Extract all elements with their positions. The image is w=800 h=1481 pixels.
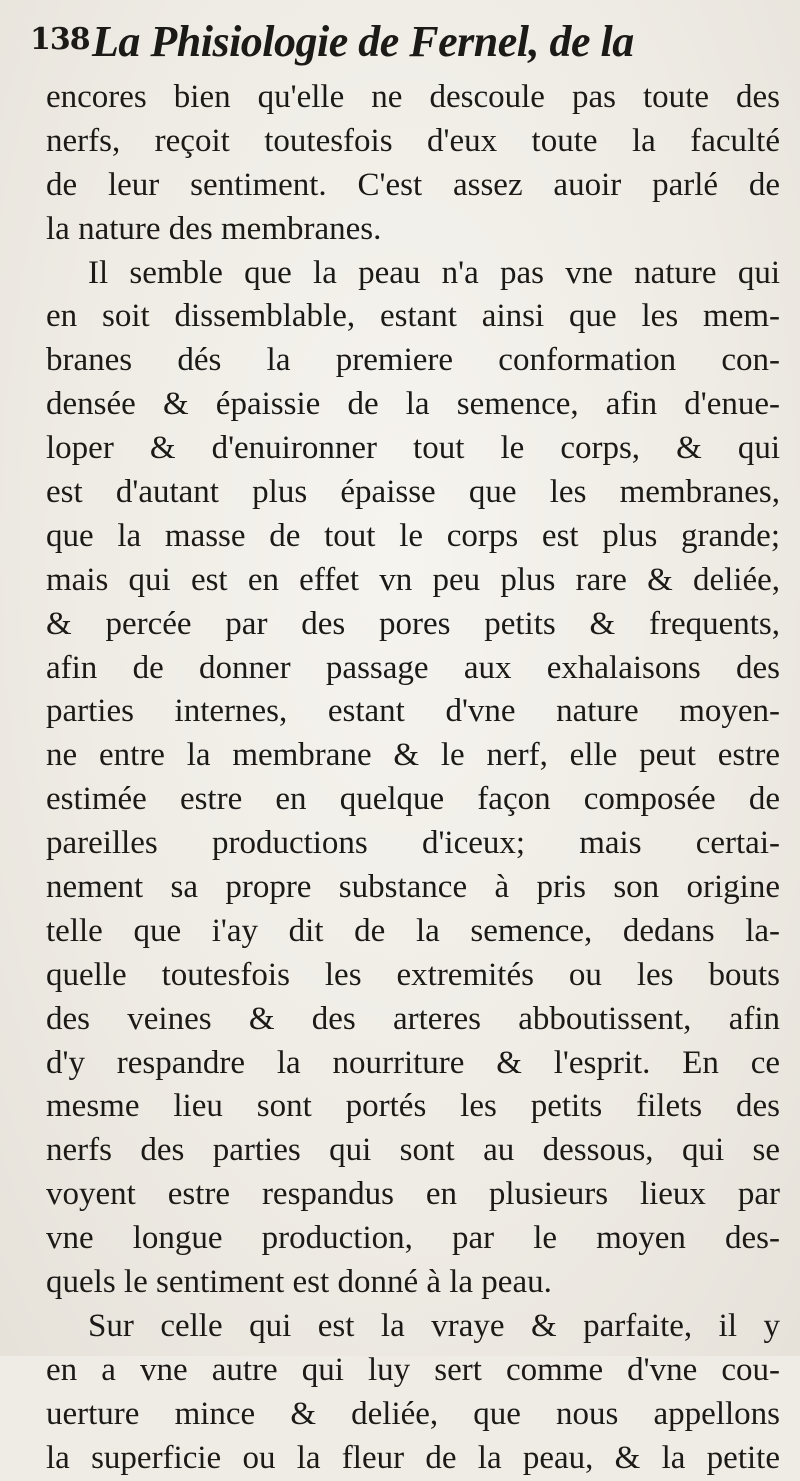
text-line: d'y respandre la nourriture & l'esprit. En ce [46, 1044, 780, 1081]
text-line: Sur celle qui est la vraye & parfaite, il y [88, 1307, 780, 1344]
text-line: quelle toutesfois les extremités ou les bouts [46, 956, 780, 993]
text-line: nerfs, reçoit toutesfois d'eux toute la faculté [46, 122, 780, 159]
text-line: branes dés la premiere conformation con- [46, 342, 780, 379]
text-line: est d'autant plus épaisse que les membranes, [46, 474, 780, 511]
text-line: Il semble que la peau n'a pas vne nature qui [88, 254, 780, 291]
text-line: que la masse de tout le corps est plus grande; [46, 517, 780, 554]
body-text [46, 76, 780, 1481]
page-header [30, 14, 770, 74]
text-line: uerture mince & deliée, que nous appellons [46, 1395, 780, 1432]
text-line: encores bien qu'elle ne descoule pas toute des [46, 79, 780, 115]
text-line: parties internes, estant d'vne nature moyen- [46, 693, 780, 730]
page-number: 138 [30, 22, 90, 57]
text-line: loper & d'enuironner tout le corps, & qui [46, 430, 780, 467]
text-line: voyent estre respandus en plusieurs lieux par [46, 1176, 780, 1213]
text-line: pareilles productions d'iceux; mais certai- [46, 825, 780, 862]
text-line: mesme lieu sont portés les petits filets des [46, 1088, 780, 1125]
text-line: densée & épaissie de la semence, afin d'enue- [46, 386, 780, 423]
text-line: en soit dissemblable, estant ainsi que les mem- [46, 298, 780, 335]
text-line: la nature des membranes. [46, 210, 382, 247]
text-line: mais qui est en effet vn peu plus rare & deliée, [46, 561, 780, 598]
text-line: estimée estre en quelque façon composée de [46, 781, 780, 818]
running-head: La Phisiologie de Fernel, de la [92, 17, 634, 66]
text-line: telle que i'ay dit de la semence, dedans la- [46, 912, 780, 949]
text-line: en a vne autre qui luy sert comme d'vne cou- [46, 1351, 780, 1388]
text-line: nerfs des parties qui sont au dessous, qui se [46, 1132, 780, 1169]
text-line: vne longue production, par le moyen des- [46, 1220, 780, 1257]
text-line: nement sa propre substance à pris son origine [46, 869, 780, 906]
text-line: des veines & des arteres abboutissent, afin [46, 1000, 780, 1037]
text-line: la superficie ou la fleur de la peau, & la petite [46, 1439, 780, 1476]
text-line: de leur sentiment. C'est assez auoir parlé de [46, 166, 780, 203]
text-line: ne entre la membrane & le nerf, elle peut estre [46, 737, 780, 774]
text-line: quels le sentiment est donné à la peau. [46, 1264, 552, 1301]
text-line: & percée par des pores petits & frequents, [46, 605, 780, 642]
text-line: afin de donner passage aux exhalaisons des [46, 649, 780, 686]
